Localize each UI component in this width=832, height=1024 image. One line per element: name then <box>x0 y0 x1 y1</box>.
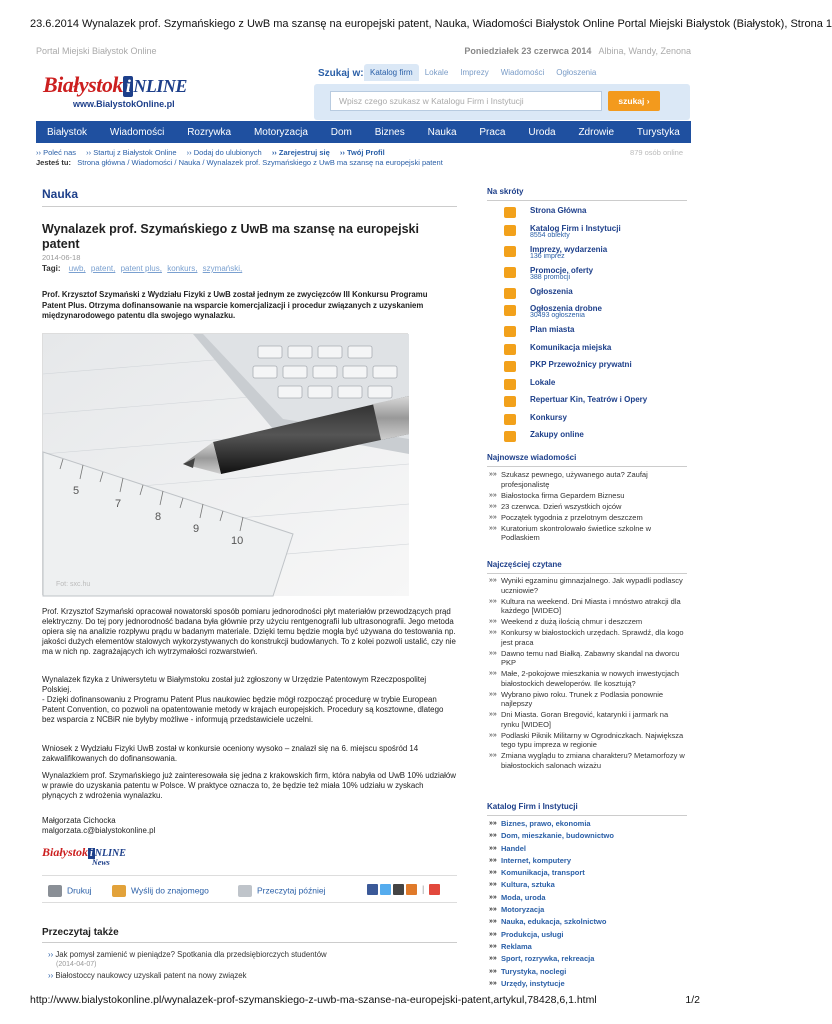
quick-links <box>502 206 692 448</box>
read-also-link[interactable]: Jak pomysł zamienić w pieniądze? Spotkania dla przedsiębiorczych studentów <box>55 950 327 959</box>
breadcrumb-label: Jesteś tu: <box>36 158 72 167</box>
newest-news-title: Najnowsze wiadomości <box>487 453 687 467</box>
document-icon <box>504 305 516 316</box>
list-item[interactable]: »» Konkursy w białostockich urzędach. Sprawdź, dla kogo jest praca <box>487 628 687 647</box>
search-tab-ogloszenia[interactable]: Ogłoszenia <box>556 68 597 77</box>
glass-icon <box>504 379 516 390</box>
list-item[interactable]: »» Małe, 2-pokojowe mieszkania w nowych inwestycjach białostockich deweloperów. Ile kosztują? <box>487 669 687 688</box>
search-input[interactable]: Wpisz czego szukasz w Katalogu Firm i Instytucji <box>330 91 602 111</box>
quick-link-map[interactable] <box>502 325 692 343</box>
catalog-item[interactable]: »» Nauka, edukacja, szkolnictwo <box>487 917 687 927</box>
search-tab-imprezy[interactable]: Imprezy <box>460 68 489 77</box>
quick-link-contests[interactable] <box>502 413 692 431</box>
send-label: Wyślij do znajomego <box>131 885 209 896</box>
popular-news-title: Najczęściej czytane <box>487 560 687 574</box>
article-photo <box>42 333 408 595</box>
article-paragraph: Wynalazkiem prof. Szymańskiego już zainteresowała się jedna z krakowskich firm, która nabyła od UwB 10% udziałów w prawie do uzyskania patentu w Polsce. W praktyce oznacza to, że będzie też miała 10% udziału w zyskach płynących z wdrożenia wynalazku. <box>42 771 456 800</box>
current-date: Poniedziałek 23 czerwca 2014 <box>464 46 592 56</box>
wykop-icon[interactable] <box>406 884 417 895</box>
quick-link-small-ads[interactable] <box>502 304 692 325</box>
date-namedays <box>464 46 691 56</box>
catalog-item[interactable]: »» Kultura, sztuka <box>487 880 687 890</box>
search-box <box>314 64 690 119</box>
search-button[interactable]: szukaj › <box>608 91 660 111</box>
search-tabs <box>364 64 602 81</box>
article-paragraph: Wniosek z Wydziału Fizyki UwB został w konkursie oceniony wysoko – znalazł się na 6. miejscu spośród 14 zakwalifikowanych do dofinansowania. <box>42 744 419 763</box>
subnav-recommend[interactable]: ›› Poleć nas <box>36 148 77 157</box>
quick-link-shopping[interactable] <box>502 430 692 448</box>
quick-link-events[interactable] <box>502 245 692 266</box>
quick-link-label: Zakupy online <box>530 430 584 439</box>
article-actions <box>42 875 457 903</box>
article-paragraph: Prof. Krzysztof Szymański opracował nowatorski sposób pomiaru jednorodności płyt materiałów przewodzących prąd elektryczny. Do tej pory jednorodność badana była głównie przy użyciu rentgenografii lub ultrasonografii. Jego metoda opiera się na analizie rozpływu prądu w badanym materiale. Dzięki temu będzie mogła być używana do testowania np. jakości dużych elementów stalowych wykorzystywanych do konstrukcji budowlanych. To z kolei pozwoli ustalić, czy nie ma w nich np. zagrażających ich wytrzymałości rozwarstwień. <box>42 607 456 656</box>
tag-link[interactable]: uwb, <box>68 264 86 273</box>
list-item[interactable] <box>48 971 458 980</box>
catalog-item[interactable]: »» Biznes, prawo, ekonomia <box>487 819 687 829</box>
newest-news-list <box>487 470 687 544</box>
search-tab-katalog[interactable]: Katalog firm <box>364 64 419 81</box>
print-label: Drukuj <box>67 885 92 896</box>
list-item[interactable]: »» Kultura na weekend. Dni Miasta i mnóstwo atrakcji dla każdego [WIDEO] <box>487 597 687 616</box>
logo-url: www.BialystokOnline.pl <box>73 99 175 109</box>
sub-nav <box>36 148 691 157</box>
svg-text:5: 5 <box>73 485 80 497</box>
nav-item-turystyka[interactable]: Turystyka <box>636 126 680 138</box>
article-author: Małgorzata Cichocka malgorzata.c@bialystokonline.pl <box>42 816 156 835</box>
news-logo-text: Białystok <box>42 845 89 859</box>
list-item[interactable]: »» Zmiana wyglądu to zmiana charakteru? Metamorfozy w białostockich salonach wizażu <box>487 751 687 770</box>
tag-link[interactable]: szymański, <box>202 264 243 273</box>
quick-link-repertoire[interactable] <box>502 395 692 413</box>
search-label: Szukaj w: <box>318 68 364 79</box>
people-icon <box>112 885 126 897</box>
cart-icon <box>504 431 516 442</box>
read-also-link[interactable]: Białostoccy naukowcy uzyskali patent na nowy związek <box>55 971 247 980</box>
catalog-item[interactable]: »» Reklama <box>487 942 687 952</box>
quick-link-label: PKP Przewoźnicy prywatni <box>530 360 632 369</box>
compass-icon <box>504 326 516 337</box>
quick-link-label: Komunikacja miejska <box>530 342 612 352</box>
read-later-label: Przeczytaj później <box>257 885 326 896</box>
send-to-friend-action[interactable] <box>112 885 209 897</box>
notice-icon <box>504 288 516 299</box>
list-item[interactable]: »» Wyniki egzaminu gimnazjalnego. Jak wypadli podlascy uczniowie? <box>487 576 687 595</box>
news-logo-news: News <box>92 858 110 867</box>
quick-link-home[interactable] <box>502 206 692 224</box>
quick-link-transport[interactable] <box>502 343 692 361</box>
list-item[interactable]: »» 23 czerwca. Dzień wszystkich ojców <box>487 502 687 512</box>
share-buttons <box>367 884 440 895</box>
catalog-item[interactable]: »» Moda, uroda <box>487 893 687 903</box>
list-item[interactable]: »» Dni Miasta. Goran Bregović, katarynki i jarmark na rynku [WIDEO] <box>487 710 687 729</box>
read-also-title: Przeczytaj także <box>42 927 457 943</box>
quick-link-count: 8554 obiekty <box>530 231 570 239</box>
svg-text:10: 10 <box>231 535 244 547</box>
trophy-icon <box>504 414 516 425</box>
nav-item-praca[interactable]: Praca <box>479 126 506 138</box>
catalog-item[interactable]: »» Internet, komputery <box>487 856 687 866</box>
train-icon <box>504 361 516 372</box>
nav-item-zdrowie[interactable]: Zdrowie <box>578 126 615 138</box>
quick-link-label: Lokale <box>530 377 556 387</box>
news-logo-online: NLINE <box>94 848 126 859</box>
site-logo[interactable] <box>43 72 233 112</box>
article-tags <box>42 264 245 273</box>
twitter-icon[interactable] <box>380 884 391 895</box>
news-logo <box>42 845 126 867</box>
svg-text:9: 9 <box>193 523 200 535</box>
list-item[interactable]: »» Wybrano piwo roku. Trunek z Podlasia ponownie najlepszy <box>487 690 687 709</box>
nav-item-wiadomosci[interactable]: Wiadomości <box>109 126 165 138</box>
list-item[interactable]: »» Białostocka firma Gepardem Biznesu <box>487 491 687 501</box>
list-item[interactable] <box>48 950 458 968</box>
printer-icon <box>48 885 62 897</box>
logo-text-bialystok: Białystok <box>43 72 123 97</box>
namedays: Albina, Wandy, Zenona <box>598 46 691 56</box>
catalog-item[interactable]: »» Motoryzacja <box>487 905 687 915</box>
quick-link-count: 30493 ogłoszenia <box>530 312 585 319</box>
photo-caption: Fot: sxc.hu <box>56 581 91 588</box>
tag-link[interactable]: konkurs, <box>167 264 198 273</box>
breadcrumb-path[interactable]: Strona główna / Wiadomości / Nauka / Wynalazek prof. Szymańskiego z UwB ma szansę na europejski patent <box>77 158 443 167</box>
list-item[interactable]: »» Kuratorium skontrolowało świetlice szkolne w Podlaskiem <box>487 524 687 543</box>
online-count: 879 osób online <box>630 148 683 157</box>
print-page-number: 1/2 <box>685 994 700 1006</box>
quick-link-catalog[interactable] <box>502 224 692 245</box>
music-icon <box>504 246 516 257</box>
catalog-item[interactable]: »» Produkcja, usługi <box>487 930 687 940</box>
film-icon <box>504 396 516 407</box>
quick-links-title: Na skróty <box>487 187 687 201</box>
quick-link-label: Promocje, oferty <box>530 265 594 275</box>
print-url: http://www.bialystokonline.pl/wynalazek-prof-szymanskiego-z-uwb-ma-szanse-na-europejski-patent,artykul,78428,6,1.html <box>30 994 597 1006</box>
nav-item-nauka[interactable]: Nauka <box>427 126 457 138</box>
quick-link-label: Ogłoszenia <box>530 286 573 296</box>
myspace-icon[interactable] <box>393 884 404 895</box>
search-tab-wiadomosci[interactable]: Wiadomości <box>500 68 545 77</box>
quick-link-count: 388 promocji <box>530 273 571 281</box>
section-title: Nauka <box>42 187 457 207</box>
subnav-start[interactable]: ›› Startuj z Białystok Online <box>86 148 177 157</box>
article-lead: Prof. Krzysztof Szymański z Wydziału Fizyki z UwB został jednym ze zwycięzców III Konkursu Programu Patent Plus. Otrzyma dofinansowanie na wsparcie komercjalizacji i procedur związanych z uzyskaniem międzynarodowego patentu dla swojego wynalazku. <box>42 290 428 320</box>
quick-link-venues[interactable] <box>502 378 692 396</box>
svg-text:7: 7 <box>115 498 122 510</box>
quick-link-pkp[interactable] <box>502 360 692 378</box>
tags-label: Tagi: <box>42 264 61 273</box>
nav-item-uroda[interactable]: Uroda <box>528 126 556 138</box>
portal-name: Portal Miejski Białystok Online <box>36 46 157 56</box>
logo-text-online: NLINE <box>133 76 187 96</box>
article-date: 2014-06-18 <box>42 253 81 262</box>
catalog-item[interactable]: »» Handel <box>487 844 687 854</box>
double-arrow-icon: ›› <box>48 950 56 959</box>
quick-link-label: Konkursy <box>530 412 567 422</box>
quick-link-ads[interactable] <box>502 287 692 305</box>
quick-link-label: Katalog Firm i Instytucji <box>530 223 621 233</box>
nav-item-bialystok[interactable]: Białystok <box>47 126 88 138</box>
catalog-item[interactable]: »» Komunikacja, transport <box>487 868 687 878</box>
list-item[interactable]: »» Szukasz pewnego, używanego auta? Zaufaj profesjonalistę <box>487 470 687 489</box>
list-item[interactable]: »» Dawno temu nad Białką. Zabawny skandal na dworcu PKP <box>487 649 687 668</box>
add-share-icon[interactable] <box>429 884 440 895</box>
catalog-item[interactable]: »» Sport, rozrywka, rekreacja <box>487 954 687 964</box>
read-later-action[interactable] <box>238 885 326 897</box>
facebook-icon[interactable] <box>367 884 378 895</box>
catalog-item[interactable]: »» Turystyka, noclegi <box>487 967 687 977</box>
breadcrumb <box>36 158 443 167</box>
subnav-register[interactable]: ›› Zarejestruj się <box>271 148 330 157</box>
calculator-pen-photo <box>43 334 409 596</box>
article-title: Wynalazek prof. Szymańskiego z UwB ma szansę na europejski patent <box>42 222 419 251</box>
list-item[interactable]: »» Weekend z dużą ilością chmur i deszczem <box>487 617 687 627</box>
share-separator: | <box>422 884 425 894</box>
bus-icon <box>504 344 516 355</box>
folder-icon <box>504 225 516 236</box>
read-also-list <box>48 950 458 983</box>
quick-link-label: Plan miasta <box>530 325 575 334</box>
quick-link-promotions[interactable] <box>502 266 692 287</box>
quick-link-label: Imprezy, wydarzenia <box>530 244 608 254</box>
list-item[interactable]: »» Początek tygodnia z przelotnym deszczem <box>487 513 687 523</box>
logo-i-box: i <box>123 76 134 97</box>
news-logo-i: i <box>90 848 93 859</box>
print-footer <box>30 994 700 1006</box>
read-also-date: (2014-04-07) <box>56 961 97 968</box>
print-action[interactable] <box>48 885 92 897</box>
quick-link-count: 136 imprez <box>530 252 565 260</box>
house-icon <box>504 207 516 218</box>
subnav-profile[interactable]: ›› Twój Profil <box>339 148 385 157</box>
double-arrow-icon: ›› <box>48 971 56 980</box>
nav-item-rozrywka[interactable]: Rozrywka <box>187 126 232 138</box>
list-item[interactable]: »» Podlaski Piknik Militarny w Ogrodniczkach. Największa tego typu impreza w regionie <box>487 731 687 750</box>
quick-link-label: Strona Główna <box>530 206 587 215</box>
bookmark-add-icon <box>238 885 252 897</box>
catalog-item[interactable]: »» Dom, mieszkanie, budownictwo <box>487 831 687 841</box>
article-paragraph: Wynalazek fizyka z Uniwersytetu w Białymstoku został już zgłoszony w Urzędzie Patentowym Rzeczpospolitej Polskiej. - Dzięki dofinansowaniu z Programu Patent Plus naukowiec będzie mógł rozpocząć procedurę w trybie European Patent Convention, co pozwoli na opatentowanie metody w krajach europejskich. Procedury są kosztowne, dlatego bez wsparcia z NCBiR nie byłyby możliwe - informują przedstawiciele uczelni. <box>42 675 444 724</box>
tag-link[interactable]: patent, <box>90 264 116 273</box>
nav-item-biznes[interactable]: Biznes <box>374 126 405 138</box>
star-icon <box>504 267 516 278</box>
subnav-favorites[interactable]: ›› Dodaj do ulubionych <box>186 148 262 157</box>
search-tab-lokale[interactable]: Lokale <box>424 68 449 77</box>
top-line <box>36 46 691 56</box>
nav-item-dom[interactable]: Dom <box>330 126 352 138</box>
quick-link-label: Ogłoszenia drobne <box>530 304 603 313</box>
nav-item-motoryzacja[interactable]: Motoryzacja <box>253 126 308 138</box>
catalog-list <box>487 819 687 991</box>
catalog-item[interactable]: »» Urzędy, instytucje <box>487 979 687 989</box>
catalog-title: Katalog Firm i Instytucji <box>487 802 687 816</box>
print-header: 23.6.2014 Wynalazek prof. Szymańskiego z UwB ma szansę na europejski patent, Nauka, Wiadomości Białystok Online Portal Miejski Białystok (Białystok), Strona 1 <box>30 18 832 30</box>
popular-news-list <box>487 576 687 772</box>
main-nav <box>36 121 691 143</box>
search-panel <box>314 84 690 120</box>
svg-text:8: 8 <box>155 511 162 523</box>
quick-link-label: Repertuar Kin, Teatrów i Opery <box>530 395 648 404</box>
tag-link[interactable]: patent plus, <box>120 264 162 273</box>
